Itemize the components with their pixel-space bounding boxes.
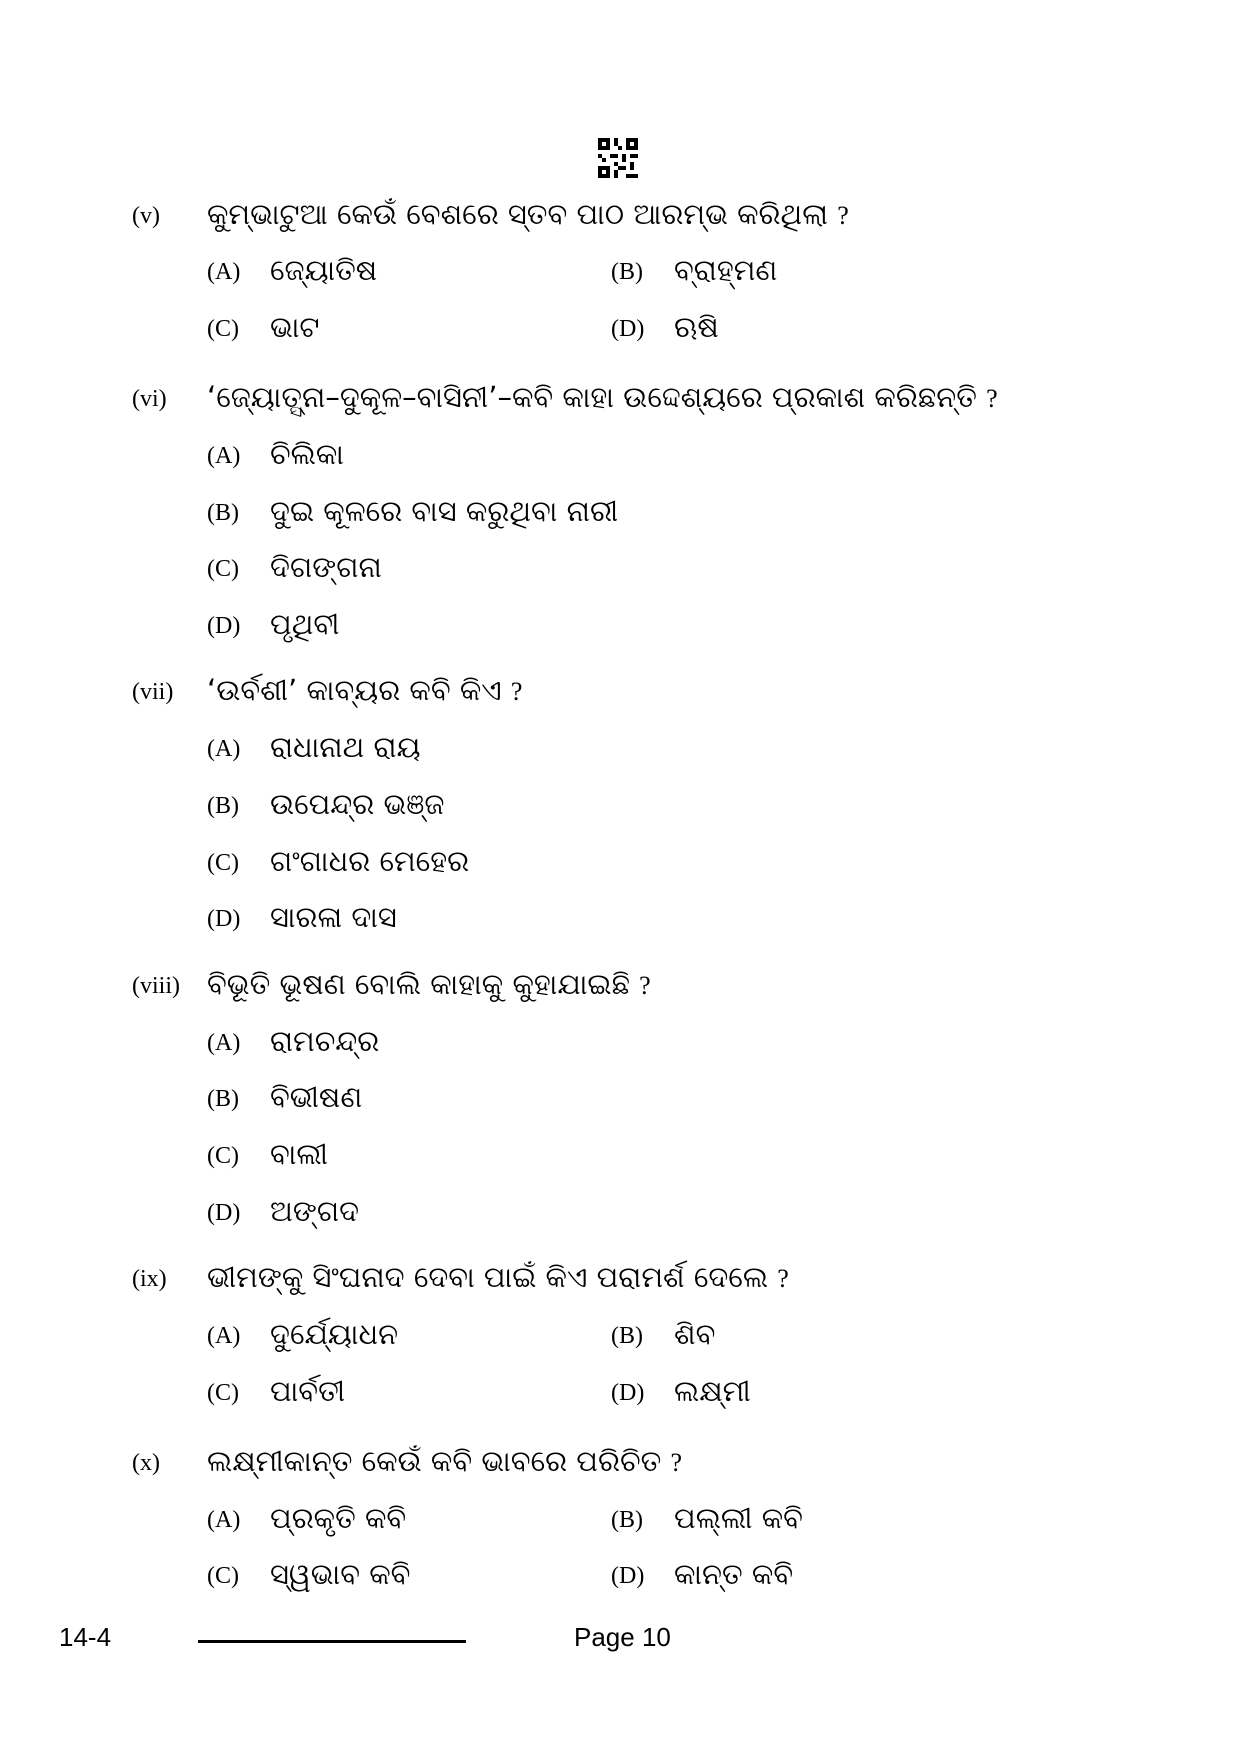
question-mark: ?	[986, 384, 998, 413]
option-label: (D)	[207, 1200, 241, 1226]
option-label: (C)	[207, 1143, 239, 1169]
option-label: (C)	[207, 1563, 239, 1589]
option-text: ବାଲୀ	[270, 1137, 328, 1171]
option-text: ବ୍ରାହ୍ମଣ	[674, 253, 778, 287]
option-label: (A)	[207, 259, 241, 285]
paper-code: 14-4	[59, 1622, 112, 1652]
option-label: (A)	[207, 1507, 241, 1533]
option-label: (A)	[207, 1030, 241, 1056]
question-number: (v)	[132, 203, 160, 229]
option-label: (D)	[611, 316, 645, 342]
option-text: ଲକ୍ଷ୍ମୀ	[674, 1374, 751, 1408]
option-text: ଶିବ	[674, 1317, 716, 1351]
question-mark: ?	[837, 201, 849, 230]
option-label: (C)	[207, 316, 239, 342]
option-label: (B)	[611, 1507, 643, 1533]
option-label: (D)	[611, 1563, 645, 1589]
question-text: କୁମ୍ଭାଟୁଆ କେଉଁ ବେଶରେ ସ୍ତବ ପାଠ ଆରମ୍ଭ କରିଥିଲା ?	[207, 197, 849, 231]
option-text: ପ୍ରକୃତି କବି	[270, 1501, 407, 1535]
question-number: (x)	[132, 1450, 160, 1476]
footer-divider	[198, 1640, 466, 1643]
option-text: ପାର୍ବତୀ	[270, 1374, 346, 1408]
option-text: ଗଂଗାଧର ମେହେର	[270, 844, 470, 878]
option-text: ପଲ୍ଲୀ କବି	[674, 1501, 803, 1535]
option-label: (D)	[207, 613, 241, 639]
option-text: ରାଧାନାଥ ରାୟ	[270, 730, 421, 764]
question-mark: ?	[670, 1448, 683, 1477]
option-label: (C)	[207, 1380, 239, 1406]
option-text: ଋଷି	[674, 310, 719, 344]
option-label: (B)	[207, 1086, 239, 1112]
option-text: ଅଙ୍ଗଦ	[270, 1194, 360, 1228]
option-label: (B)	[611, 259, 643, 285]
option-label: (C)	[207, 850, 239, 876]
option-text: ଚିଲିକା	[270, 437, 344, 471]
option-text: ଦୁର୍ଯ୍ୟୋଧନ	[270, 1317, 399, 1351]
question-number: (vi)	[132, 386, 167, 412]
question-text: ‘ଉର୍ବଶୀ’ କାବ୍ୟର କବି କିଏ ?	[207, 673, 523, 707]
page-number: Page 10	[574, 1622, 671, 1652]
question-mark: ?	[510, 677, 523, 706]
option-label: (B)	[611, 1323, 643, 1349]
option-label: (A)	[207, 1323, 241, 1349]
option-label: (D)	[611, 1380, 645, 1406]
option-label: (A)	[207, 736, 241, 762]
option-text: ଉପେନ୍ଦ୍ର ଭଞ୍ଜ	[270, 787, 445, 821]
option-text: ରାମଚନ୍ଦ୍ର	[270, 1024, 380, 1058]
question-mark: ?	[639, 971, 651, 1000]
option-text: ପୃଥିବୀ	[270, 607, 340, 641]
option-text: ଦୁଇ କୂଳରେ ବାସ କରୁଥିବା ନାରୀ	[270, 494, 619, 528]
option-text: ବିଭୀଷଣ	[270, 1080, 363, 1114]
option-label: (C)	[207, 556, 239, 582]
question-number: (vii)	[132, 679, 174, 705]
option-text: ଜ୍ୟୋତିଷ	[270, 253, 378, 287]
question-number: (ix)	[132, 1266, 167, 1292]
option-label: (D)	[207, 906, 241, 932]
option-label: (B)	[207, 793, 239, 819]
option-label: (B)	[207, 500, 239, 526]
option-text: ସାରଳା ଦାସ	[270, 900, 397, 934]
question-text: ବିଭୂତି ଭୂଷଣ ବୋଲି କାହାକୁ କୁହାଯାଇଛି ?	[207, 967, 651, 1001]
question-number: (viii)	[132, 973, 180, 999]
option-label: (A)	[207, 443, 241, 469]
question-mark: ?	[777, 1264, 789, 1293]
qr-code	[598, 138, 638, 178]
question-text: ‘ଜ୍ୟୋତ୍ସ୍ନା–ଦୁକୂଳ–ବାସିନୀ’–କବି କାହା ଉଦ୍ଦେଶ୍ୟରେ ପ୍ରକାଶ କରିଛନ୍ତି ?	[207, 380, 998, 414]
question-text: ଭୀମଙ୍କୁ ସିଂଘନାଦ ଦେବା ପାଇଁ କିଏ ପରାମର୍ଶ ଦେଲେ ?	[207, 1260, 789, 1294]
question-text: ଲକ୍ଷ୍ମୀକାନ୍ତ କେଉଁ କବି ଭାବରେ ପରିଚିତ ?	[207, 1444, 683, 1478]
option-text: ଦିଗଙ୍ଗନା	[270, 550, 382, 584]
option-text: ସ୍ୱଭାବ କବି	[270, 1557, 411, 1591]
option-text: କାନ୍ତ କବି	[674, 1557, 794, 1591]
option-text: ଭାଟ	[270, 310, 320, 344]
